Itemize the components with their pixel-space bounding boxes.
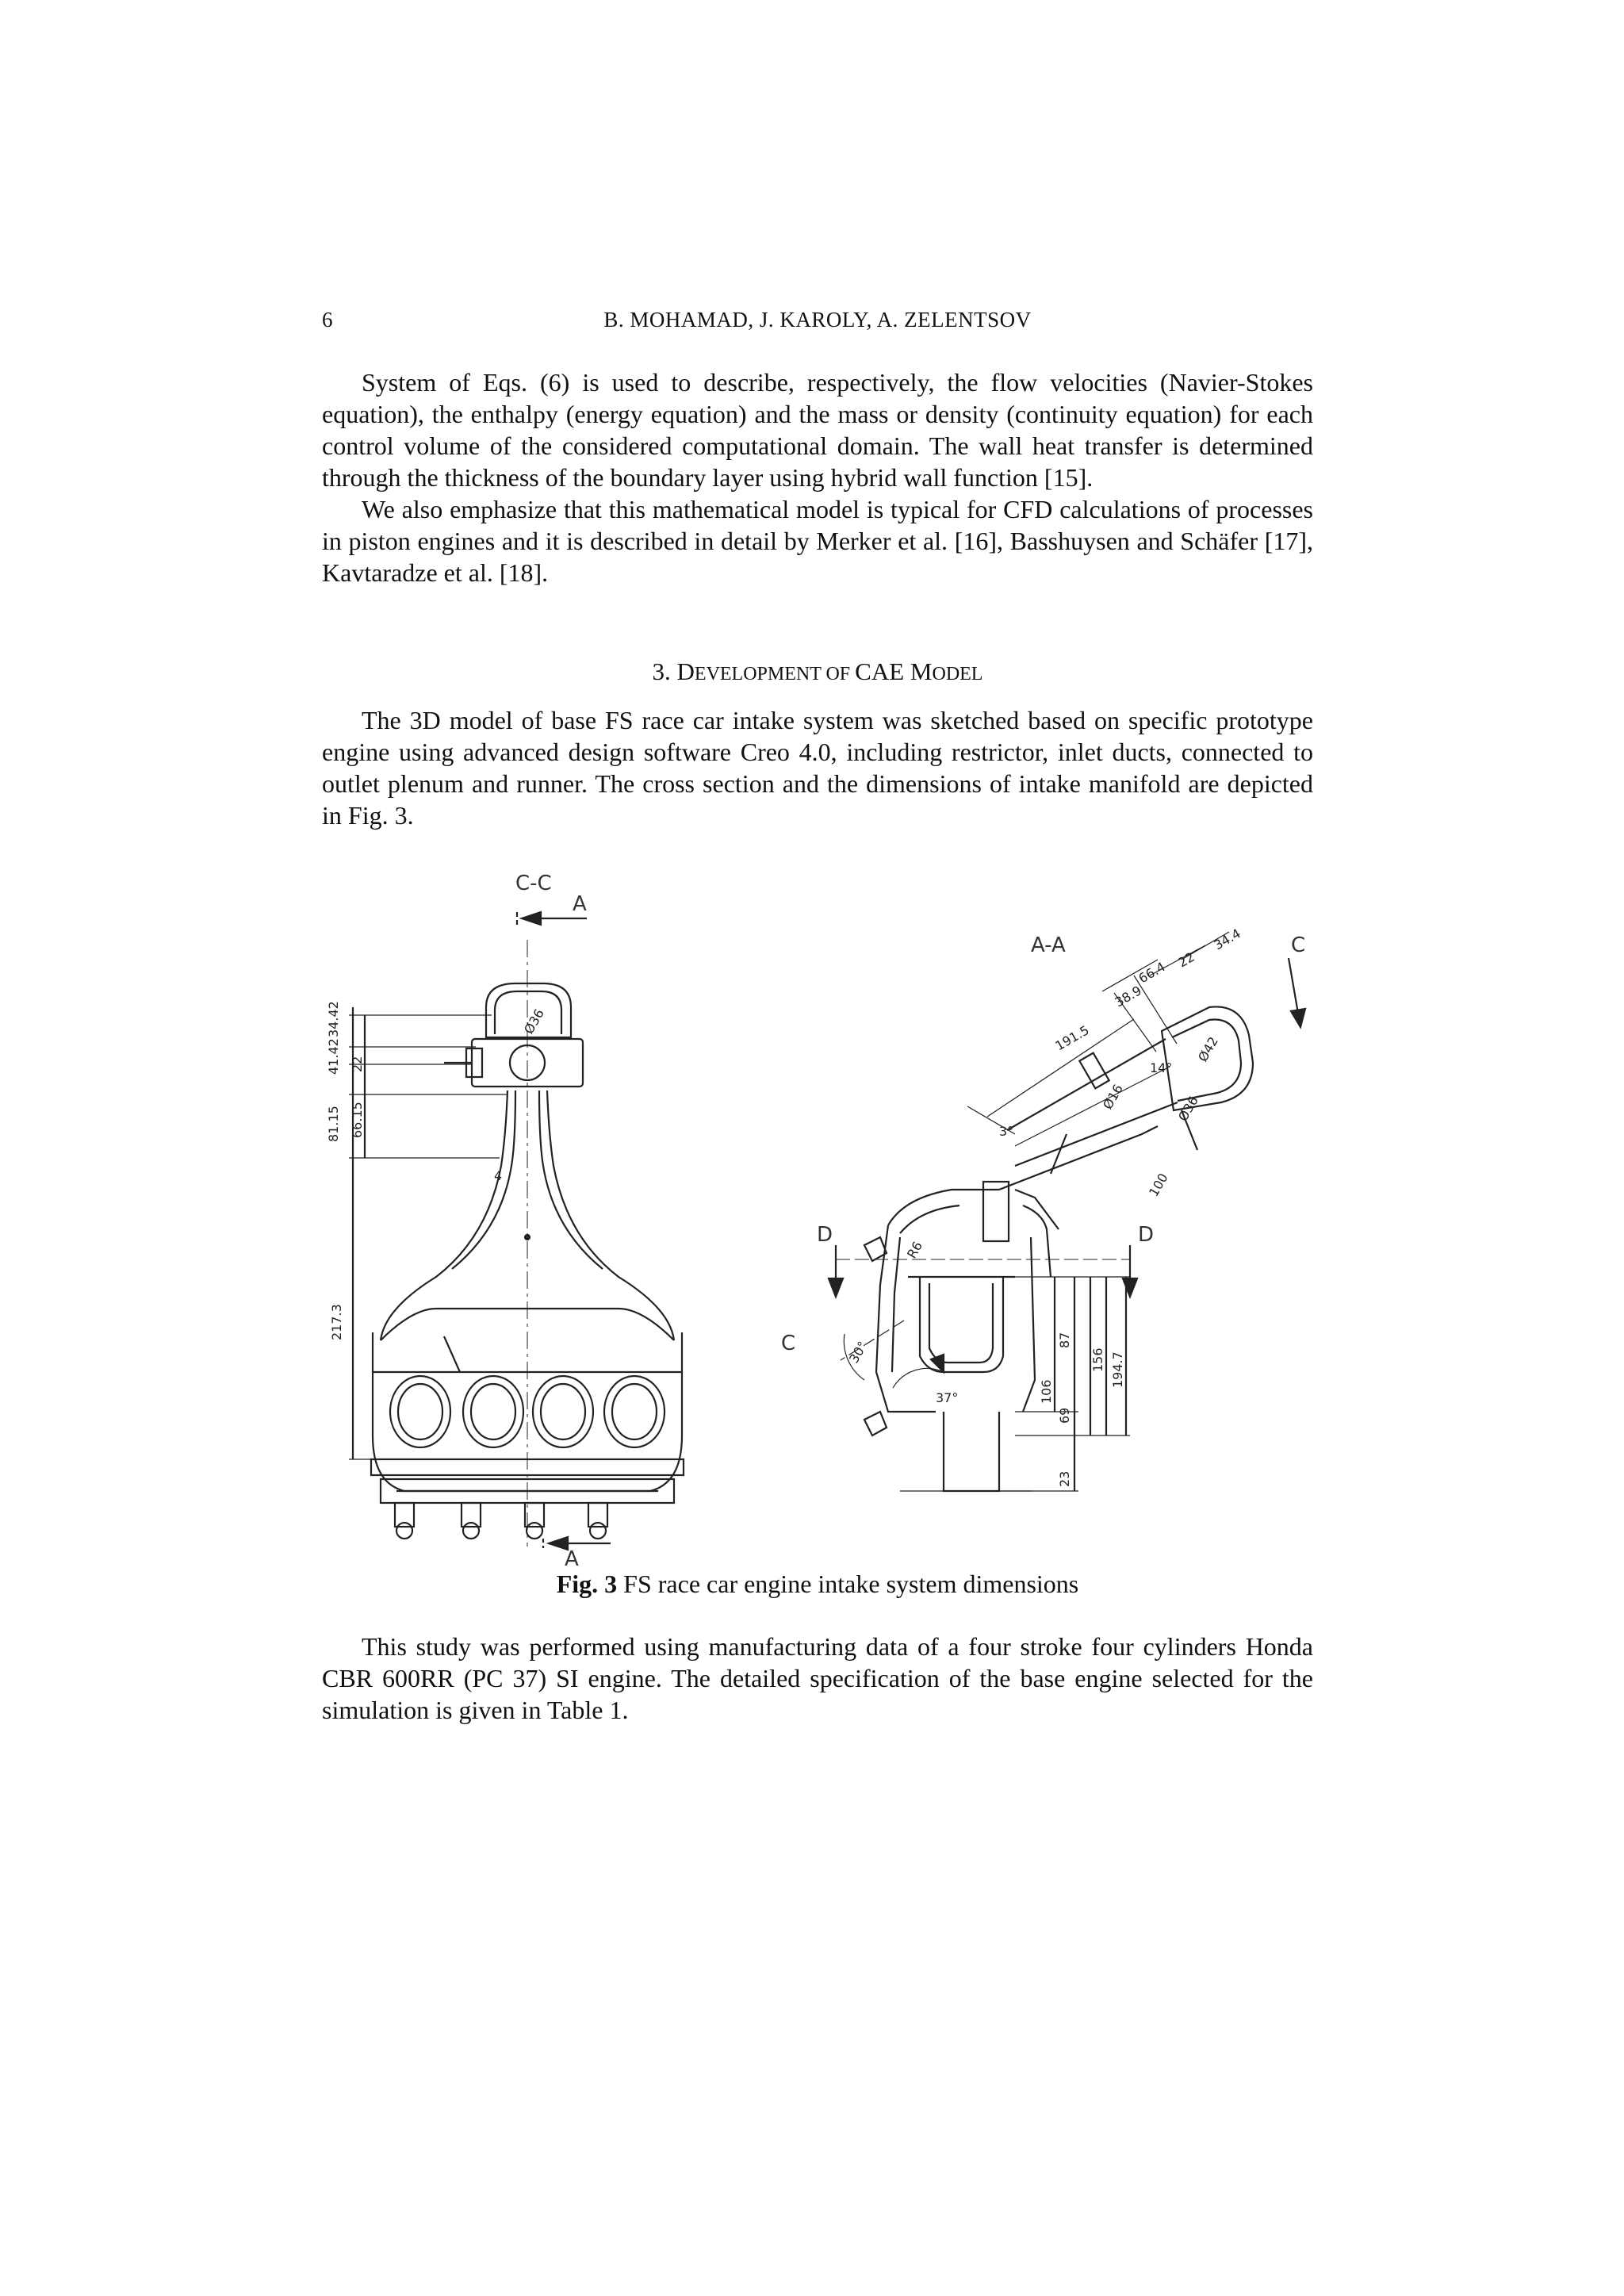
dim-34-4: 34.4	[1211, 926, 1243, 953]
dim-191-5: 191.5	[1052, 1022, 1092, 1054]
figure-intake-drawing	[317, 864, 1316, 1571]
dim-4: 4	[494, 1168, 503, 1183]
section-label-aa: A-A	[1031, 933, 1066, 957]
dim-34-42: 34.42	[326, 1001, 341, 1037]
dim-100: 100	[1146, 1171, 1171, 1199]
dim-81-15: 81.15	[326, 1106, 341, 1142]
section-heading: 3. DEVELOPMENT OF CAE MODEL	[652, 657, 983, 685]
dim-angle-37: 37°	[936, 1390, 959, 1405]
arrow-label-d-left: D	[817, 1223, 833, 1247]
dim-r6: R6	[904, 1239, 926, 1261]
dim-angle-3: 3°	[999, 1124, 1014, 1139]
arrow-label-c-bottom: C	[781, 1332, 796, 1355]
page-number: 6	[322, 308, 333, 332]
paragraph-3d-model: The 3D model of base FS race car intake system was sketched based on specific prototype engine using advanced design software Creo 4.0, including restrictor, inlet ducts, connected to outlet plenum and runner. The cross section and the dimensions of intake manifold are depicted in Fig. 3.	[322, 706, 1313, 830]
dim-66-4: 66.4	[1136, 959, 1168, 987]
dim-phi-36-left: Ø36	[521, 1006, 547, 1037]
page-header	[322, 308, 1313, 339]
caption-label: Fig. 3	[556, 1570, 618, 1598]
paragraph-mathematical-model: We also emphasize that this mathematical model is typical for CFD calculations of processes in piston engines and it is described in detail by Merker et al. [16], Basshuysen and Schäfer [17], Kavtaradze et al. [18].	[322, 495, 1313, 587]
dim-23: 23	[1057, 1470, 1072, 1487]
dim-87: 87	[1057, 1332, 1072, 1348]
dim-217-3: 217.3	[329, 1304, 344, 1340]
dim-106: 106	[1039, 1379, 1054, 1404]
dim-phi-16: Ø16	[1100, 1081, 1126, 1112]
paragraph-navier-stokes: System of Eqs. (6) is used to describe, respectively, the flow velocities (Navier-Stokes equation), the enthalpy (energy equation) and the mass or density (continuity equation) for each control volume of the considered computational domain. The wall heat transfer is determined through the thickness of the boundary layer using hybrid wall function [15].	[322, 368, 1313, 492]
dim-22-left: 22	[350, 1056, 365, 1072]
caption-text: FS race car engine intake system dimensions	[617, 1570, 1079, 1598]
dim-38-9: 38.9	[1112, 983, 1144, 1010]
arrow-label-a-bottom: A	[565, 1547, 579, 1571]
running-head-authors: B. MOHAMAD, J. KAROLY, A. ZELENTSOV	[603, 308, 1032, 332]
engineering-drawing	[317, 864, 1316, 1571]
dim-69: 69	[1057, 1407, 1072, 1424]
dim-156: 156	[1090, 1347, 1105, 1372]
dim-194-7: 194.7	[1110, 1351, 1125, 1388]
arrow-label-c-top: C	[1291, 933, 1306, 957]
section-label-cc: C-C	[515, 872, 552, 895]
dim-66-15: 66.15	[350, 1102, 365, 1138]
arrow-label-a-top: A	[573, 892, 587, 916]
dim-phi-42: Ø42	[1195, 1033, 1221, 1064]
dim-phi-36-right: Ø36	[1175, 1093, 1201, 1124]
dim-41-42: 41.42	[326, 1038, 341, 1075]
dim-angle-30: 30°	[846, 1338, 871, 1366]
dim-22-right: 22	[1175, 949, 1197, 971]
paragraph-honda-engine: This study was performed using manufacturing data of a four stroke four cylinders Honda CBR 600RR (PC 37) SI engine. The detailed specification of the base engine selected for the simulation is given in Table 1.	[322, 1632, 1313, 1724]
figure-caption	[322, 1570, 1313, 1599]
dim-angle-14: 14°	[1150, 1060, 1173, 1075]
arrow-label-d-right: D	[1138, 1223, 1155, 1247]
